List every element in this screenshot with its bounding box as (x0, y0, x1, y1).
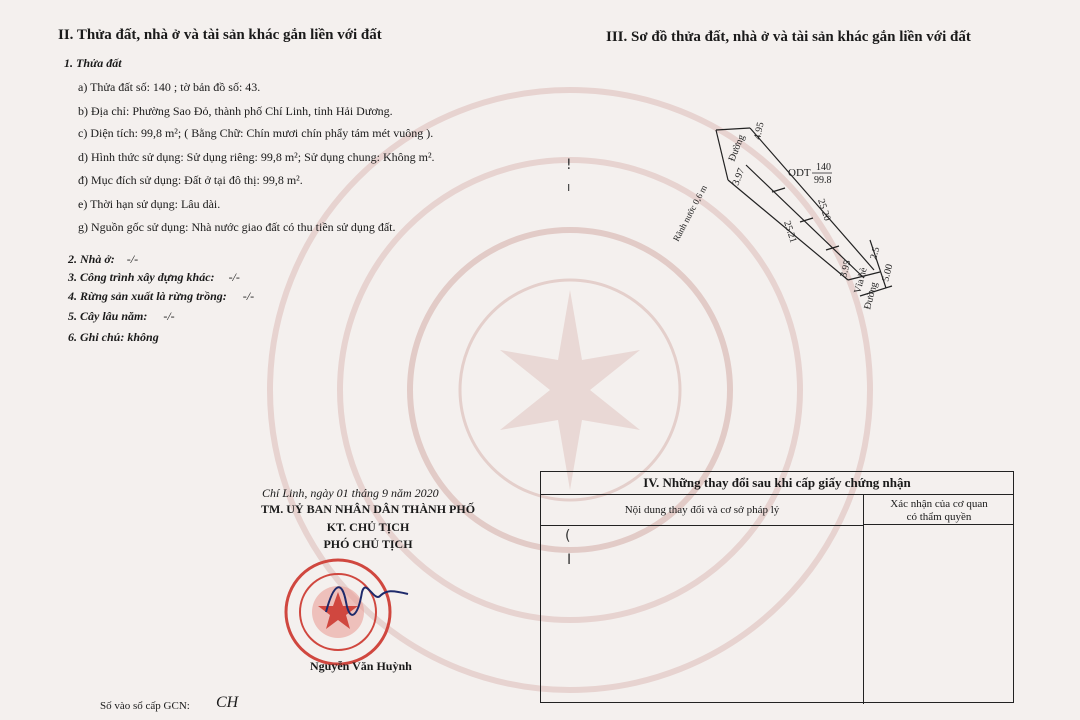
diagram-left-dim: 3.97 (730, 166, 748, 188)
item-perennial-label: 5. Cây lâu năm: (68, 309, 148, 323)
confirm-line1: Xác nhận của cơ quan (890, 498, 988, 510)
parcel-subtitle: 1. Thửa đất (64, 56, 122, 70)
changes-table (540, 471, 1014, 703)
table-divider (863, 525, 864, 704)
sign-role: PHÓ CHỦ TỊCH (323, 537, 413, 551)
diagram-bottom-dim1: 3.95 (838, 259, 854, 279)
item-house-label: 2. Nhà ở: (68, 252, 115, 266)
confirm-line2: có thẩm quyền (906, 511, 972, 523)
diagram-bottom-road: Đường (862, 280, 881, 311)
diagram-bottom-dim2: 5.00 (880, 263, 896, 283)
item-perennial-value: -/- (163, 309, 175, 323)
parcel-address: b) Địa chỉ: Phường Sao Đỏ, thành phố Chí Linh, tỉnh Hải Dương. (78, 104, 393, 118)
item-construction (68, 270, 240, 285)
diagram-side-left: 25.21 (781, 219, 799, 245)
sign-kt: KT. CHỦ TỊCH (326, 520, 410, 534)
diagram-ditch: Rãnh nước 0,6 m (670, 183, 709, 243)
item-forest-value: -/- (242, 289, 255, 303)
sign-org: TM. UỶ BAN NHÂN DÂN THÀNH PHỐ (260, 502, 476, 516)
section2-title: II. Thửa đất, nhà ở và tài sản khác gắn liền với đất (58, 27, 382, 43)
scan-mark: ! (566, 157, 572, 173)
diagram-parcel-code: ODT (788, 167, 811, 179)
scan-mark: ( (565, 528, 571, 544)
usage-term: e) Thời hạn sử dụng: Lâu dài. (78, 197, 221, 211)
scan-mark: ı (567, 180, 571, 194)
item-forest (68, 289, 254, 304)
item-house (68, 252, 138, 267)
usage-purpose: đ) Mục đích sử dụng: Đất ở tại đô thị: 99,8 m². (78, 173, 303, 187)
signature-scribble (322, 572, 412, 622)
item-perennial (68, 309, 175, 324)
diagram-bottom-dim3: 2.5 (868, 245, 883, 261)
section3-title: III. Sơ đồ thửa đất, nhà ở và tài sản khác gắn liền với đất (606, 29, 971, 45)
diagram-top-width: 4.95 (752, 121, 767, 141)
registry-label: Số vào sổ cấp GCN: (100, 700, 190, 712)
item-house-value: -/- (126, 252, 139, 266)
diagram-side-right: 25.20 (815, 197, 833, 223)
parcel-area: c) Diện tích: 99,8 m²; ( Bằng Chữ: Chín mươi chín phẩy tám mét vuông ). (78, 126, 434, 140)
diagram-parcel-no: 140 (816, 162, 831, 173)
parcel-diagram (650, 110, 930, 330)
diagram-sidewalk: Vỉa hè (852, 266, 870, 295)
diagram-parcel-area: 99.8 (814, 175, 832, 186)
changes-col-content: Nội dung thay đổi và cơ sở pháp lý (541, 495, 864, 526)
usage-form: d) Hình thức sử dụng: Sử dụng riêng: 99,8 m²; Sử dụng chung: Không m². (78, 150, 435, 164)
usage-origin: g) Nguồn gốc sử dụng: Nhà nước giao đất có thu tiền sử dụng đất. (78, 220, 396, 234)
registry-value: CH (216, 694, 239, 711)
diagram-top-road: Đường (726, 133, 748, 164)
item-construction-label: 3. Công trình xây dựng khác: (68, 270, 215, 284)
sign-date: Chí Linh, ngày 01 tháng 9 năm 2020 (262, 486, 439, 500)
section4-title: IV. Những thay đổi sau khi cấp giấy chứng nhận (541, 472, 1013, 495)
parcel-number: a) Thửa đất số: 140 ; tờ bản đồ số: 43. (78, 80, 261, 94)
scan-mark: I (567, 552, 572, 568)
item-forest-label: 4. Rừng sản xuất là rừng trồng: (68, 289, 227, 303)
item-construction-value: -/- (228, 270, 240, 284)
changes-col-confirm (864, 495, 1014, 525)
item-note: 6. Ghi chú: không (68, 330, 159, 344)
signer-name: Nguyễn Văn Huỳnh (310, 659, 412, 673)
